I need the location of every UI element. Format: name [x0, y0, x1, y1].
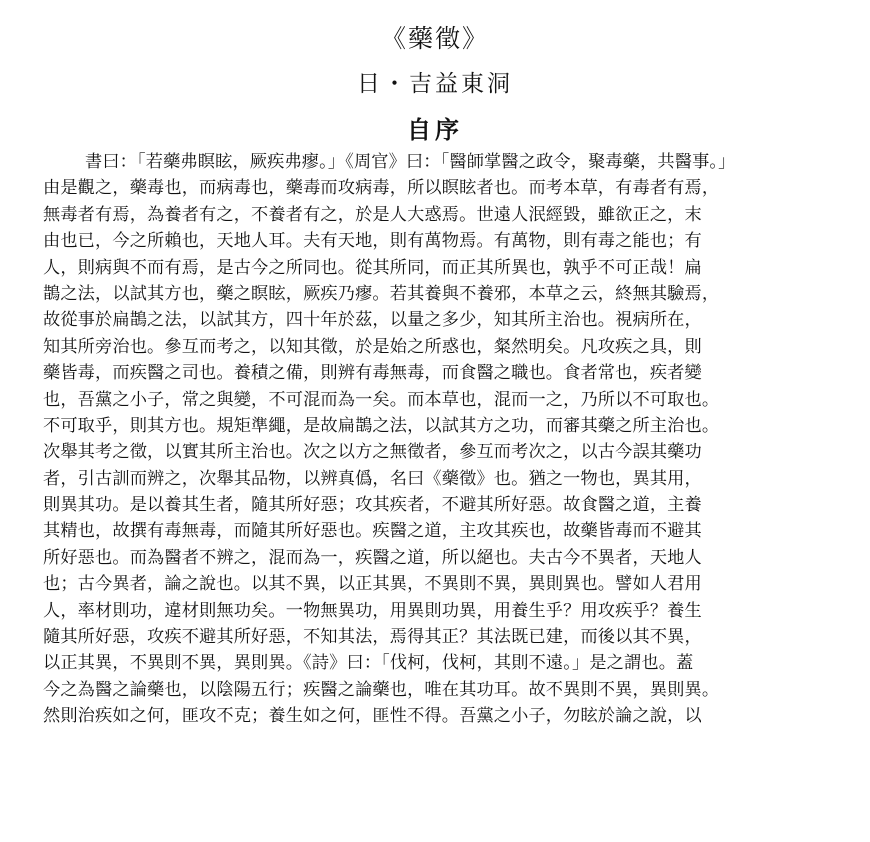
text-line: 次舉其考之徵，以實其所主治也。次之以方之無徵者，參互而考次之，以古今誤其藥功: [43, 442, 702, 463]
text-line: 今之為醫之論藥也，以陰陽五行；疾醫之論藥也，唯在其功耳。故不異則不異，異則異。: [43, 679, 720, 700]
text-line: 由也已，今之所賴也，天地人耳。夫有天地，則有萬物焉。有萬物，則有毒之能也；有: [43, 231, 702, 252]
text-line: 書曰：「若藥弗瞑眩，厥疾弗瘳。」《周官》曰：「醫師掌醫之政令，聚毒藥，共醫事。」: [85, 152, 736, 172]
text-line: 由是觀之，藥毒也，而病毒也，藥毒而攻病毒，所以瞑眩者也。而考本草，有毒者有焉，: [43, 178, 720, 199]
text-line: 隨其所好惡，攻疾不避其所好惡，不知其法，焉得其正？其法既已建，而後以其不異，: [43, 627, 702, 648]
text-line: 不可取乎，則其方也。規矩準繩，是故扁鵲之法，以試其方之功，而審其藥之所主治也。: [43, 415, 720, 436]
text-line: 知其所旁治也。參互而考之，以知其徵，於是始之所惑也，粲然明矣。凡攻疾之具，則: [43, 336, 702, 357]
preface-body: [43, 149, 843, 730]
book-title: 《藥徵》: [380, 24, 489, 53]
text-line: 然則治疾如之何，匪攻不克；養生如之何，匪性不得。吾黨之小子，勿眩於論之說，以: [43, 706, 702, 727]
text-line: 所好惡也。而為醫者不辨之，混而為一，疾醫之道，所以絕也。夫古今不異者，天地人: [43, 547, 702, 568]
text-line: 則異其功。是以養其生者，隨其所好惡；攻其疾者，不避其所好惡。故食醫之道，主養: [43, 495, 702, 516]
text-line: 鵲之法，以試其方也，藥之瞑眩，厥疾乃瘳。若其養與不養邪，本草之云，終無其驗焉，: [43, 283, 720, 304]
text-line: 人，則病與不而有焉，是古今之所同也。從其所同，而正其所異也，孰乎不可正哉！扁: [43, 257, 702, 278]
text-line: 故從事於扁鵲之法，以試其方，四十年於茲，以量之多少，知其所主治也。視病所在，: [43, 310, 702, 331]
text-line: 無毒者有焉，為養者有之，不養者有之，於是人大惑焉。世遠人泯經毀，雖欲正之，末: [43, 204, 702, 225]
section-title: 自序: [407, 116, 463, 144]
text-line: 其精也，故撰有毒無毒，而隨其所好惡也。疾醫之道，主攻其疾也，故藥皆毒而不避其: [43, 521, 702, 542]
text-line: 以正其異，不異則不異，異則異。《詩》曰：「伐柯，伐柯，其則不遠。」是之謂也。蓋: [43, 653, 694, 674]
author-line: 日・吉益東洞: [357, 71, 513, 97]
text-line: 者，引古訓而辨之，次舉其品物，以辨真僞，名曰《藥徵》也。猶之一物也，異其用，: [43, 468, 702, 489]
text-line: 也，吾黨之小子，常之與變，不可混而為一矣。而本草也，混而一之，乃所以不可取也。: [43, 389, 720, 410]
text-line: 藥皆毒，而疾醫之司也。養積之備，則辨有毒無毒，而食醫之職也。食者常也，疾者變: [43, 363, 702, 384]
text-line: 也；古今異者，論之說也。以其不異，以正其異，不異則不異，異則異也。譬如人君用: [43, 574, 702, 595]
text-line: 人，率材則功，違材則無功矣。一物無異功，用異則功異，用養生乎？用攻疾乎？養生: [43, 600, 702, 621]
